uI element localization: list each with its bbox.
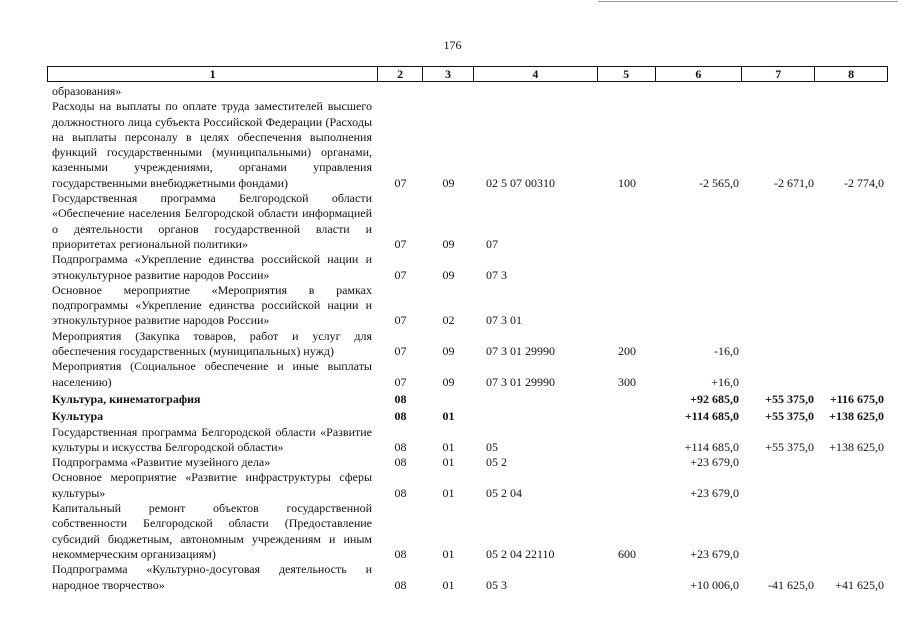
row-description: Расходы на выплаты по оплате труда заместителей высшего должностного лица субъекта Российской Федерации (Расходы на выплаты персоналу в целях обеспечения выполнения функций государственными (муниципальными) органами, казенными учреждениями, органами управления государственными внебюджетными фондами)	[52, 99, 372, 190]
row-subsection: 01	[442, 439, 455, 454]
row-section	[378, 84, 423, 99]
row-amount-3	[816, 501, 888, 562]
row-expense-type: 600	[618, 546, 636, 561]
row-target-article: 07 3 01 29990	[486, 374, 555, 389]
row-amount-3: +116 675,0	[829, 391, 884, 406]
table-row	[47, 329, 888, 360]
table-row	[47, 425, 888, 456]
row-amount-3	[816, 283, 888, 329]
row-amount-3	[816, 455, 888, 470]
row-expense-type	[598, 191, 656, 252]
table-header	[47, 66, 888, 82]
header-col-1: 1	[48, 67, 378, 81]
row-expense-type: 300	[618, 374, 636, 389]
table-row	[47, 470, 888, 501]
row-description: Культура	[52, 409, 104, 424]
page-number: 176	[443, 38, 462, 52]
row-description: Основное мероприятие «Мероприятия в рамках подпрограммы «Укрепление единства российской нации и этнокультурное развитие народов России»	[52, 282, 372, 328]
header-col-6: 6	[656, 67, 743, 81]
row-amount-2	[743, 283, 816, 329]
row-amount-3: +138 625,0	[829, 409, 884, 424]
row-amount-1	[656, 252, 743, 283]
row-amount-3	[816, 329, 888, 360]
row-section: 08	[394, 485, 407, 500]
row-target-article	[474, 409, 598, 424]
row-subsection: 09	[442, 374, 455, 389]
row-amount-1: -2 565,0	[699, 175, 739, 190]
row-target-article	[474, 392, 598, 407]
table-body	[47, 84, 888, 593]
row-subsection: 09	[442, 267, 455, 282]
row-target-article: 07 3 01	[486, 313, 522, 328]
table-row	[47, 252, 888, 283]
row-amount-3	[816, 84, 888, 99]
row-subsection	[423, 84, 474, 99]
row-section: 08	[394, 391, 407, 406]
row-amount-3: +138 625,0	[829, 439, 884, 454]
row-amount-1: +10 006,0	[690, 577, 739, 592]
row-subsection: 01	[442, 577, 455, 592]
row-subsection: 01	[442, 409, 455, 424]
table-row	[47, 562, 888, 593]
row-amount-1: +23 679,0	[690, 455, 739, 470]
row-amount-1: +16,0	[711, 374, 739, 389]
row-section: 07	[394, 267, 407, 282]
table-row	[47, 283, 888, 329]
row-target-article	[474, 84, 598, 99]
table-row	[47, 99, 888, 191]
row-target-article: 05 2 04	[486, 485, 522, 500]
row-amount-1: -16,0	[714, 344, 739, 359]
row-expense-type	[598, 409, 656, 424]
row-description: Подпрограмма «Культурно-досуговая деятельность и народное творчество»	[52, 562, 372, 592]
header-col-5: 5	[598, 67, 656, 81]
row-amount-2	[743, 470, 816, 501]
row-amount-2: -2 671,0	[774, 175, 814, 190]
row-amount-2: +55 375,0	[765, 409, 814, 424]
table-row	[47, 392, 888, 407]
row-amount-1	[656, 191, 743, 252]
table-row	[47, 409, 888, 424]
header-col-4: 4	[474, 67, 598, 81]
row-section: 07	[394, 344, 407, 359]
row-expense-type	[598, 425, 656, 456]
row-subsection: 09	[442, 175, 455, 190]
row-amount-3	[816, 191, 888, 252]
row-subsection: 01	[442, 455, 455, 470]
row-expense-type	[598, 84, 656, 99]
row-amount-2	[743, 329, 816, 360]
row-section: 08	[394, 577, 407, 592]
row-description: Государственная программа Белгородской области «Развитие культуры и искусства Белгородской области»	[52, 424, 372, 454]
row-amount-2	[743, 252, 816, 283]
table-row	[47, 84, 888, 99]
table-row	[47, 191, 888, 252]
row-amount-1	[656, 283, 743, 329]
row-target-article: 05 2	[486, 455, 507, 470]
row-amount-2: -41 625,0	[768, 577, 814, 592]
row-section: 08	[394, 409, 407, 424]
row-description: Мероприятия (Социальное обеспечение и иные выплаты населению)	[52, 359, 372, 389]
row-amount-3	[816, 359, 888, 390]
row-description: Мероприятия (Закупка товаров, работ и услуг для обеспечения государственных (муниципальных) нужд)	[52, 328, 372, 359]
row-description: Капитальный ремонт объектов государственной собственности Белгородской области (Предоставление субсидий бюджетным, автономным учреждениям и иным некоммерческим организациям)	[52, 501, 372, 561]
row-description: образования»	[52, 84, 122, 98]
row-target-article: 07	[486, 236, 498, 251]
row-section: 08	[394, 546, 407, 561]
row-expense-type	[598, 455, 656, 470]
row-section: 07	[394, 236, 407, 251]
row-target-article: 02 5 07 00310	[486, 175, 555, 190]
row-description: Подпрограмма «Укрепление единства российской нации и этнокультурное развитие народов России»	[52, 252, 372, 282]
row-description: Основное мероприятие «Развитие инфраструктуры сферы культуры»	[52, 470, 372, 500]
row-amount-1: +92 685,0	[690, 391, 739, 406]
row-description: Подпрограмма «Развитие музейного дела»	[52, 455, 271, 470]
row-section: 07	[394, 313, 407, 328]
row-expense-type	[598, 252, 656, 283]
row-target-article: 05	[486, 439, 498, 454]
row-expense-type: 100	[618, 175, 636, 190]
row-target-article: 05 3	[486, 577, 507, 592]
row-section: 08	[394, 439, 407, 454]
row-subsection: 09	[442, 344, 455, 359]
row-subsection: 01	[442, 485, 455, 500]
top-rule	[598, 1, 898, 2]
row-subsection: 02	[442, 313, 455, 328]
row-section: 08	[394, 455, 407, 470]
table-row	[47, 359, 888, 390]
row-expense-type	[598, 470, 656, 501]
row-target-article: 07 3	[486, 267, 507, 282]
header-col-8: 8	[848, 67, 855, 81]
header-col-3: 3	[423, 67, 474, 81]
table-row	[47, 501, 888, 562]
row-section: 07	[394, 175, 407, 190]
row-target-article: 07 3 01 29990	[486, 344, 555, 359]
row-expense-type: 200	[618, 344, 636, 359]
row-expense-type	[598, 283, 656, 329]
header-col-7: 7	[742, 67, 815, 81]
row-amount-3: +41 625,0	[835, 577, 884, 592]
row-amount-1: +23 679,0	[690, 546, 739, 561]
row-amount-2	[743, 501, 816, 562]
row-amount-1: +114 685,0	[684, 409, 739, 424]
table-row	[47, 455, 888, 470]
row-subsection: 09	[442, 236, 455, 251]
row-amount-1: +114 685,0	[684, 439, 739, 454]
row-amount-3	[816, 470, 888, 501]
row-section: 07	[394, 374, 407, 389]
row-amount-3	[816, 252, 888, 283]
row-target-article: 05 2 04 22110	[486, 546, 555, 561]
row-amount-2	[743, 84, 816, 99]
row-amount-2	[743, 359, 816, 390]
row-amount-2	[743, 455, 816, 470]
row-description: Культура, кинематография	[52, 391, 201, 406]
row-amount-2: +55 375,0	[765, 439, 814, 454]
row-amount-2: +55 375,0	[765, 391, 814, 406]
row-amount-3: -2 774,0	[844, 175, 884, 190]
row-amount-2	[743, 191, 816, 252]
row-description: Государственная программа Белгородской области «Обеспечение населения Белгородской области информацией о деятельности органов государственной власти и приоритетах региональной политики»	[52, 191, 372, 251]
row-expense-type	[598, 562, 656, 593]
row-amount-1	[656, 84, 743, 99]
row-subsection: 01	[442, 546, 455, 561]
row-expense-type	[598, 392, 656, 407]
row-subsection	[423, 392, 474, 407]
header-col-2: 2	[378, 67, 423, 81]
row-amount-1: +23 679,0	[690, 485, 739, 500]
